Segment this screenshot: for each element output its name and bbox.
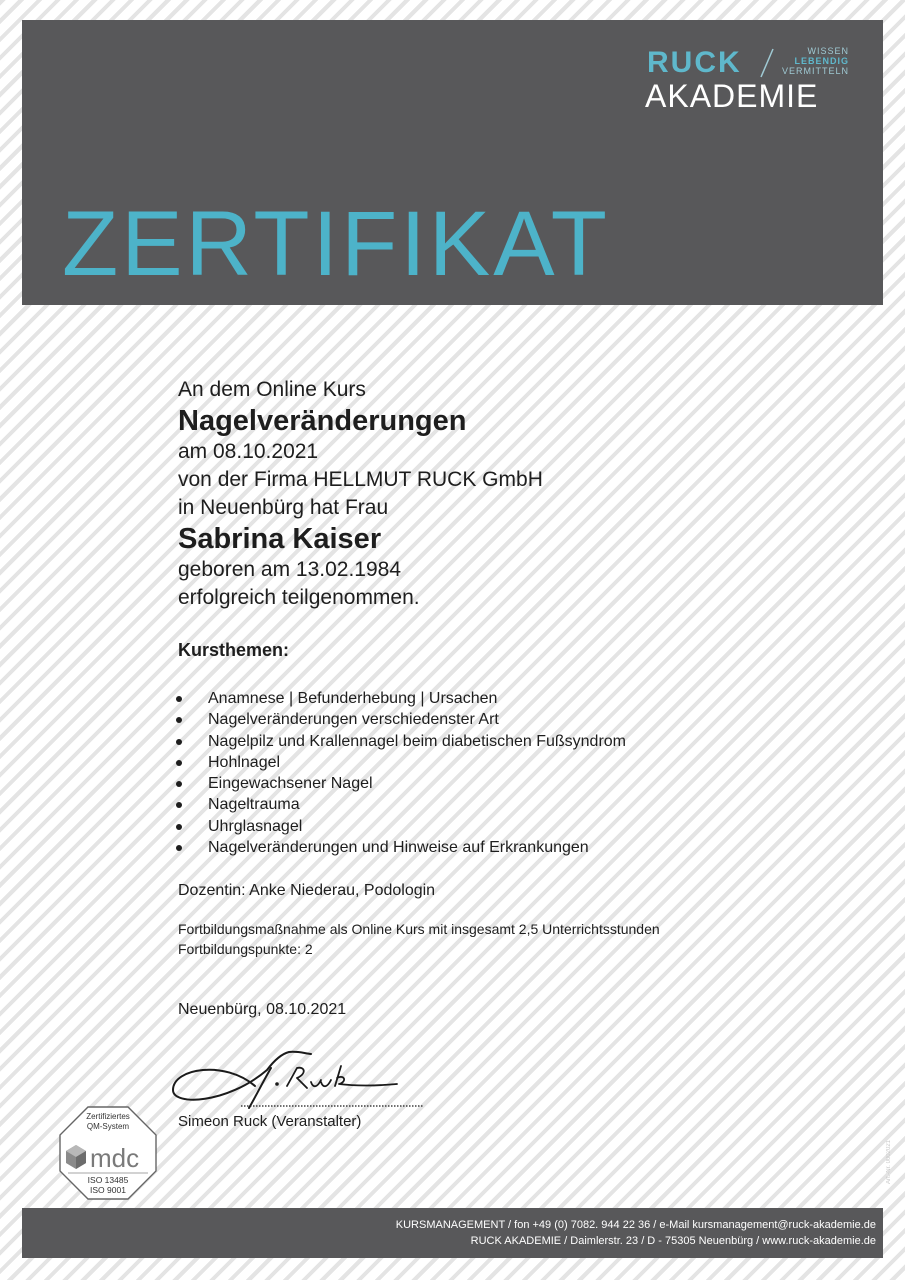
seal-std-1: ISO 13485 [87, 1175, 129, 1185]
location-line: in Neuenbürg hat Frau [178, 496, 389, 519]
company-line: von der Firma HELLMUT RUCK GmbH [178, 468, 543, 491]
result-line: erfolgreich teilgenommen. [178, 586, 420, 609]
seal-brand: mdc [90, 1143, 140, 1173]
place-date: Neuenbürg, 08.10.2021 [178, 1001, 347, 1019]
list-item: Uhrglasnagel [178, 816, 838, 837]
date-line: am 08.10.2021 [178, 440, 319, 463]
intro-line: An dem Online Kurs [178, 378, 366, 401]
lecturer: Dozentin: Anke Niederau, Podologin [178, 882, 436, 900]
training-info [178, 919, 838, 959]
list-item: Anamnese | Befunderhebung | Ursachen [178, 688, 838, 709]
seal-line-2: QM-System [86, 1122, 130, 1131]
list-item: Nageltrauma [178, 794, 838, 815]
footer-line-2: RUCK AKADEMIE / Daimlerstr. 23 / D - 75305 Neuenbürg / www.ruck-akademie.de [470, 1235, 876, 1247]
logo-slash-icon [759, 48, 775, 78]
ruck-akademie-logo [643, 44, 853, 114]
list-item: Nagelpilz und Krallennagel beim diabetischen Fußsyndrom [178, 731, 838, 752]
article-number: Art.-Nr. 0002021 [886, 1140, 892, 1185]
participant-name: Sabrina Kaiser [178, 523, 382, 555]
list-item: Hohlnagel [178, 752, 838, 773]
list-item: Nagelveränderungen verschiedenster Art [178, 709, 838, 730]
logo-tagline-3: VERMITTELN [781, 66, 849, 76]
training-info-line-2: Fortbildungspunkte: 2 [178, 941, 313, 958]
footer-line-1: KURSMANAGEMENT / fon +49 (0) 7082. 944 22 36 / e-Mail kursmanagement@ruck-akademie.de [395, 1219, 876, 1231]
topics-list [178, 688, 838, 858]
header-banner [22, 20, 883, 305]
topics-heading: Kursthemen: [178, 640, 290, 660]
birth-line: geboren am 13.02.1984 [178, 558, 402, 581]
logo-tagline [777, 46, 849, 76]
logo-brand: RUCK [647, 46, 742, 79]
seal-std-2: ISO 9001 [90, 1185, 126, 1195]
seal-line-1: Zertifiziertes [86, 1112, 130, 1121]
mdc-certification-seal [58, 1105, 158, 1201]
footer-contact [22, 1208, 883, 1258]
logo-tagline-2: LEBENDIG [794, 56, 849, 66]
logo-sub: AKADEMIE [645, 78, 819, 114]
training-info-line-1: Fortbildungsmaßnahme als Online Kurs mit insgesamt 2,5 Unterrichtsstunden [178, 921, 660, 938]
signer-name: Simeon Ruck (Veranstalter) [178, 1113, 362, 1130]
list-item: Eingewachsener Nagel [178, 773, 838, 794]
certificate-title: ZERTIFIKAT [62, 193, 610, 295]
signature-image [165, 1046, 425, 1114]
certificate-body [178, 376, 838, 1021]
list-item: Nagelveränderungen und Hinweise auf Erkrankungen [178, 837, 838, 858]
course-name: Nagelveränderungen [178, 405, 467, 437]
logo-tagline-1: WISSEN [807, 46, 849, 56]
